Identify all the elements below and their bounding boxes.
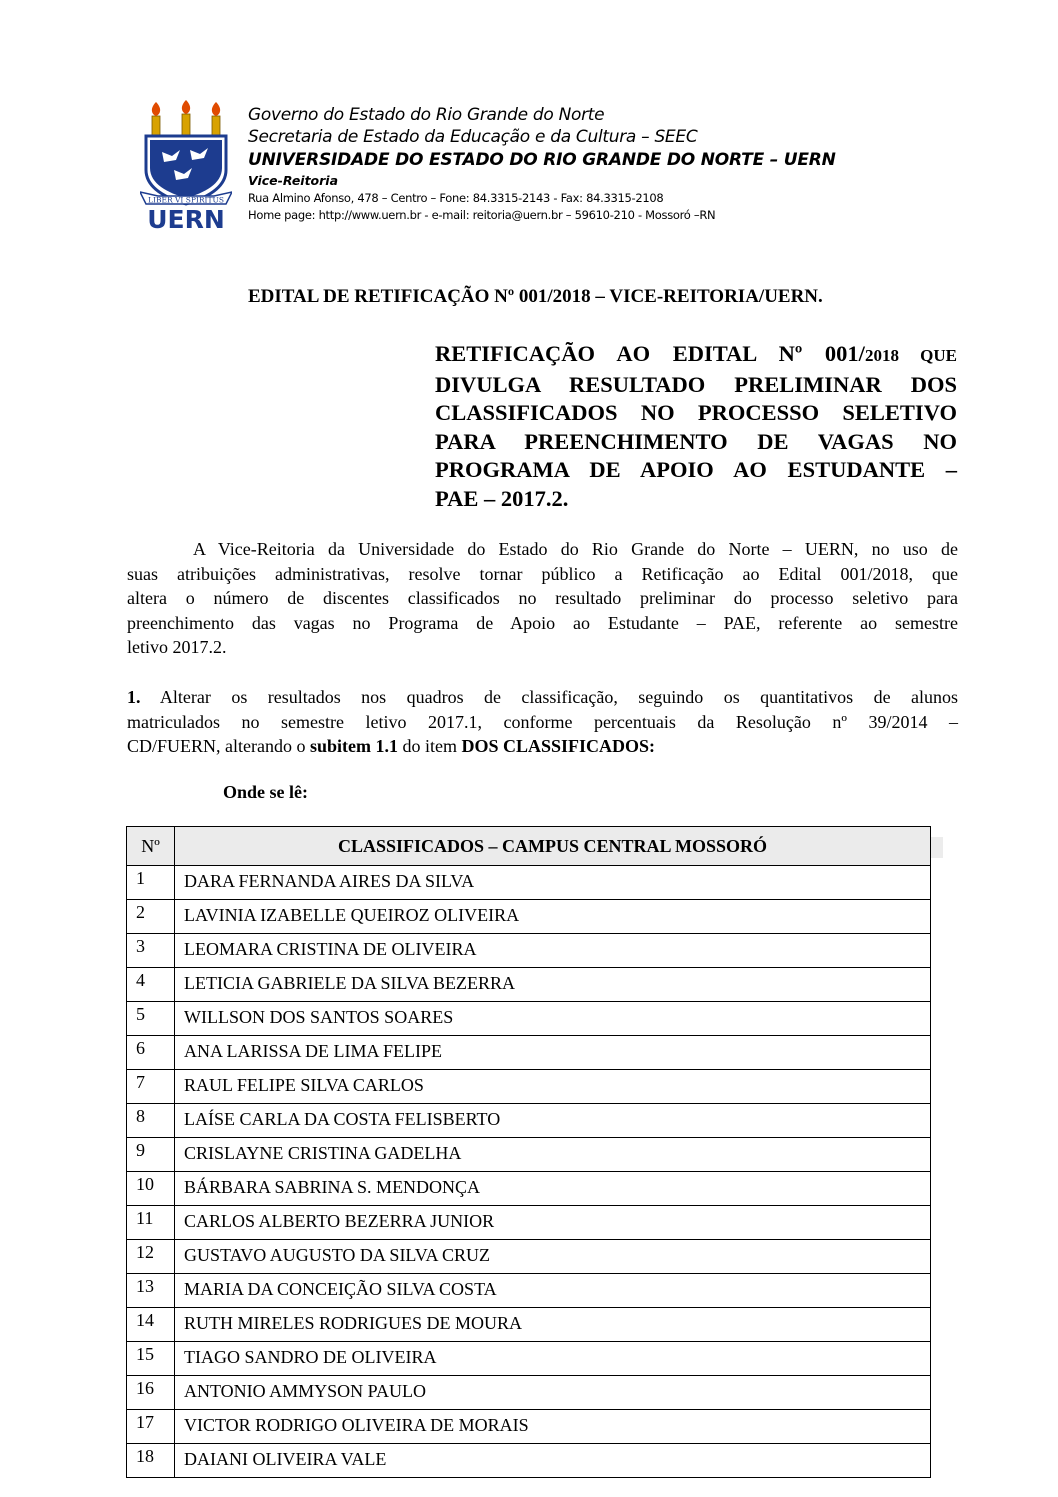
letterhead-address: Rua Almino Afonso, 478 – Centro – Fone: 84.3315-2143 - Fax: 84.3315-2108	[248, 191, 664, 205]
row-number: 13	[127, 1274, 175, 1308]
item-1-line-3	[127, 734, 958, 759]
row-student-name: BÁRBARA SABRINA S. MENDONÇA	[175, 1172, 931, 1206]
table-body	[127, 866, 931, 1478]
subject-line-1c: QUE	[898, 346, 957, 365]
row-student-name: DAIANI OLIVEIRA VALE	[175, 1444, 931, 1478]
item-1-subitem: subitem 1.1	[309, 736, 398, 756]
logo-text: UERN	[147, 205, 225, 232]
letterhead-university: UNIVERSIDADE DO ESTADO DO RIO GRANDE DO NORTE – UERN	[248, 150, 836, 170]
item-1-line-1-text: Alterar os resultados nos quadros de classificação, seguindo os quantitativos de alunos	[140, 687, 958, 707]
row-student-name: VICTOR RODRIGO OLIVEIRA DE MORAIS	[175, 1410, 931, 1444]
row-student-name: CRISLAYNE CRISTINA GADELHA	[175, 1138, 931, 1172]
letterhead-department: Vice-Reitoria	[248, 173, 339, 188]
letterhead-government: Governo do Estado do Rio Grande do Norte	[248, 105, 605, 125]
table-row	[127, 1240, 931, 1274]
table-row	[127, 1138, 931, 1172]
uern-logo	[140, 100, 232, 232]
row-student-name: RAUL FELIPE SILVA CARLOS	[175, 1070, 931, 1104]
row-student-name: ANA LARISSA DE LIMA FELIPE	[175, 1036, 931, 1070]
row-student-name: LEOMARA CRISTINA DE OLIVEIRA	[175, 934, 931, 968]
row-student-name: MARIA DA CONCEIÇÃO SILVA COSTA	[175, 1274, 931, 1308]
intro-paragraph	[127, 537, 958, 660]
letterhead	[248, 104, 1008, 224]
row-student-name: CARLOS ALBERTO BEZERRA JUNIOR	[175, 1206, 931, 1240]
table-row	[127, 1002, 931, 1036]
row-student-name: LAÍSE CARLA DA COSTA FELISBERTO	[175, 1104, 931, 1138]
item-1-line-2: matriculados no semestre letivo 2017.1, conforme percentuais da Resolução nº 39/2014 –	[127, 711, 958, 732]
intro-line-1: A Vice-Reitoria da Universidade do Estado do Rio Grande do Norte – UERN, no uso de	[193, 539, 958, 559]
row-number: 4	[127, 968, 175, 1002]
subject-line-1b: 2018	[864, 346, 899, 365]
subject-line-2: DIVULGA RESULTADO PRELIMINAR DOS	[435, 371, 957, 397]
letterhead-secretariat: Secretaria de Estado da Educação e da Cultura – SEEC	[248, 127, 698, 147]
table-row	[127, 1274, 931, 1308]
intro-line-5: letivo 2017.2.	[127, 637, 227, 657]
row-number: 11	[127, 1206, 175, 1240]
item-1-line-1	[127, 685, 958, 710]
classified-table	[126, 826, 931, 1478]
table-row	[127, 934, 931, 968]
item-1-line-3a: CD/FUERN, alterando o	[127, 736, 310, 756]
row-student-name: GUSTAVO AUGUSTO DA SILVA CRUZ	[175, 1240, 931, 1274]
table-row	[127, 1104, 931, 1138]
row-student-name: RUTH MIRELES RODRIGUES DE MOURA	[175, 1308, 931, 1342]
row-number: 1	[127, 866, 175, 900]
table-row	[127, 900, 931, 934]
table-header-row	[127, 827, 931, 866]
intro-line-4: preenchimento das vagas no Programa de Apoio ao Estudante – PAE, referente ao semestre	[127, 612, 958, 633]
uern-crest-icon	[140, 100, 232, 232]
subject-line-5: PROGRAMA DE APOIO AO ESTUDANTE –	[435, 457, 957, 482]
subject-line-1a: RETIFICAÇÃO AO EDITAL Nº 001/	[435, 341, 865, 366]
row-student-name: ANTONIO AMMYSON PAULO	[175, 1376, 931, 1410]
item-1-number: 1.	[127, 687, 141, 707]
row-number: 12	[127, 1240, 175, 1274]
row-number: 5	[127, 1002, 175, 1036]
row-number: 6	[127, 1036, 175, 1070]
column-header-name: CLASSIFICADOS – CAMPUS CENTRAL MOSSORÓ	[175, 827, 931, 866]
row-number: 18	[127, 1444, 175, 1478]
table-row	[127, 1172, 931, 1206]
table-row	[127, 1410, 931, 1444]
item-1-paragraph	[127, 685, 958, 759]
table-row	[127, 1070, 931, 1104]
row-student-name: WILLSON DOS SANTOS SOARES	[175, 1002, 931, 1036]
item-1-line-3c: do item	[398, 736, 462, 756]
table-row	[127, 968, 931, 1002]
item-1-section: DOS CLASSIFICADOS:	[461, 736, 656, 756]
row-number: 17	[127, 1410, 175, 1444]
edital-subject	[435, 340, 957, 513]
row-number: 16	[127, 1376, 175, 1410]
table-row	[127, 1376, 931, 1410]
table-row	[127, 1206, 931, 1240]
subject-line-6: PAE – 2017.2.	[435, 485, 569, 511]
row-number: 7	[127, 1070, 175, 1104]
row-number: 10	[127, 1172, 175, 1206]
row-student-name: LAVINIA IZABELLE QUEIROZ OLIVEIRA	[175, 900, 931, 934]
column-header-number: Nº	[127, 827, 175, 866]
row-number: 3	[127, 934, 175, 968]
table-row	[127, 1444, 931, 1478]
intro-line-3: altera o número de discentes classificados no resultado preliminar do processo seletivo para	[127, 588, 958, 608]
row-number: 9	[127, 1138, 175, 1172]
row-number: 8	[127, 1104, 175, 1138]
table-row	[127, 866, 931, 900]
subject-line-4: PARA PREENCHIMENTO DE VAGAS NO	[435, 428, 957, 454]
edital-title: EDITAL DE RETIFICAÇÃO Nº 001/2018 – VICE-REITORIA/UERN.	[248, 286, 823, 307]
subject-line-1	[435, 340, 957, 371]
logo-motto: LIBER VI SPIRITUS	[148, 195, 224, 205]
subject-line-3: CLASSIFICADOS NO PROCESSO SELETIVO	[435, 400, 957, 425]
row-student-name: TIAGO SANDRO DE OLIVEIRA	[175, 1342, 931, 1376]
intro-line-2: suas atribuições administrativas, resolve tornar público a Retificação ao Edital 001/2018, que	[127, 563, 958, 584]
row-student-name: LETICIA GABRIELE DA SILVA BEZERRA	[175, 968, 931, 1002]
row-number: 2	[127, 900, 175, 934]
table-row	[127, 1308, 931, 1342]
row-student-name: DARA FERNANDA AIRES DA SILVA	[175, 866, 931, 900]
classified-table-wrapper	[126, 826, 931, 1478]
table-row	[127, 1036, 931, 1070]
row-number: 14	[127, 1308, 175, 1342]
letterhead-web: Home page: http://www.uern.br - e-mail: reitoria@uern.br – 59610-210 - Mossoró –RN	[248, 208, 716, 222]
onde-se-le-label: Onde se lê:	[223, 782, 308, 802]
table-row	[127, 1342, 931, 1376]
header-shading-overflow	[931, 837, 943, 858]
row-number: 15	[127, 1342, 175, 1376]
